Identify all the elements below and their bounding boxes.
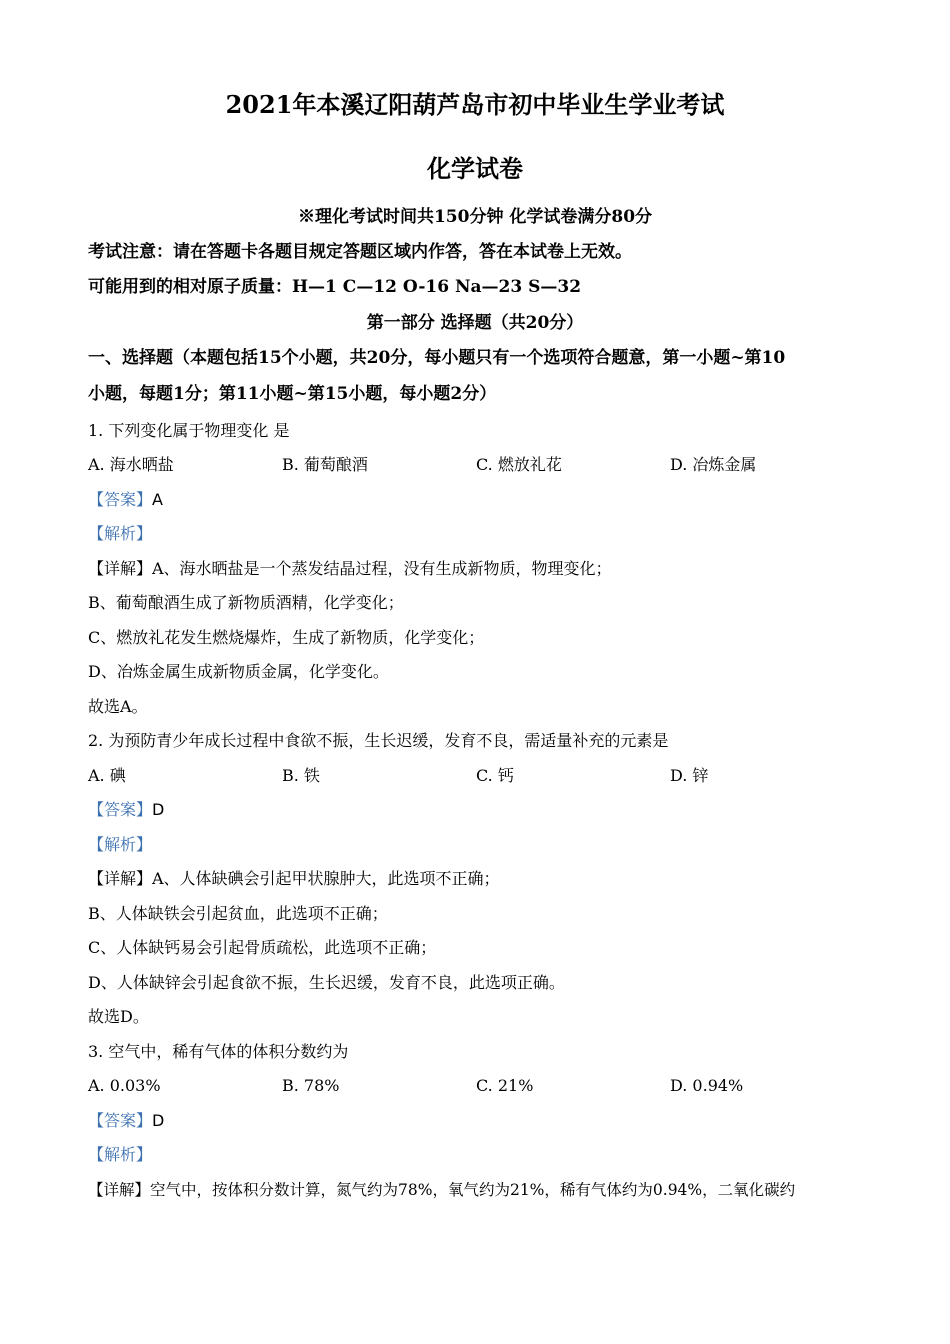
question-2-option-c: C. 钙 [476,766,514,785]
question-3-detail-1: 【详解】空气中，按体积分数计算，氮气约为78%，氧气约为21%，稀有气体约为0.94%，二氧化碳约 [88,1181,796,1199]
question-1-detail-2: B、葡萄酿酒生成了新物质酒精，化学变化； [88,593,404,612]
section-instructions-line2: 小题，每题1分；第11小题~第15小题，每小题2分） [88,384,497,404]
answer-value: D [152,1111,165,1130]
question-1-option-b: B. 葡萄酿酒 [282,455,368,474]
question-3-stem: 3. 空气中，稀有气体的体积分数约为 [88,1042,349,1061]
atomic-mass-line: 可能用到的相对原子质量：H—1 C—12 O-16 Na—23 S—32 [88,277,582,297]
section-instructions-line1: 一、选择题（本题包括15个小题，共20分，每小题只有一个选项符合题意，第一小题~第10 [88,348,786,368]
part1-title: 第一部分 选择题（共20分） [366,313,584,333]
answer-tag: 【答案】 [88,490,153,509]
question-2-answer [88,800,164,820]
question-2-detail-1: 【详解】A、人体缺碘会引起甲状腺肿大，此选项不正确； [88,869,500,888]
question-1-analysis-tag: 【解析】 [88,524,153,543]
question-1-option-a: A. 海水晒盐 [88,455,174,474]
question-2-detail-3: C、人体缺钙易会引起骨质疏松，此选项不正确； [88,938,437,957]
question-1-detail-4: D、冶炼金属生成新物质金属，化学变化。 [88,662,389,681]
question-1-answer [88,490,163,510]
question-2-stem: 2. 为预防青少年成长过程中食欲不振，生长迟缓，发育不良，需适量补充的元素是 [88,731,669,750]
answer-tag: 【答案】 [88,800,153,819]
question-3-option-d: D. 0.94% [670,1076,744,1095]
question-1-stem: 1. 下列变化属于物理变化 是 [88,421,290,440]
question-1-option-c: C. 燃放礼花 [476,455,562,474]
question-3-option-c: C. 21% [476,1076,534,1095]
question-1-option-d: D. 冶炼金属 [670,455,757,474]
question-3-option-b: B. 78% [282,1076,340,1095]
exam-time-note: ※理化考试时间共150分钟 化学试卷满分80分 [297,207,653,227]
question-2-analysis-tag: 【解析】 [88,835,153,854]
question-2-option-d: D. 锌 [670,766,709,785]
question-1-detail-1: 【详解】A、海水晒盐是一个蒸发结晶过程，没有生成新物质，物理变化； [88,559,612,578]
question-2-detail-2: B、人体缺铁会引起贫血，此选项不正确； [88,904,388,923]
question-2-option-a: A. 碘 [88,766,126,785]
exam-subtitle: 化学试卷 [427,154,523,183]
answer-value: A [152,490,163,509]
question-3-answer [88,1111,164,1131]
question-2-detail-4: D、人体缺锌会引起食欲不振，生长迟缓，发育不良，此选项正确。 [88,973,565,992]
question-1-detail-3: C、燃放礼花发生燃烧爆炸，生成了新物质，化学变化； [88,628,485,647]
question-3-analysis-tag: 【解析】 [88,1145,153,1164]
exam-title: 2021年本溪辽阳葫芦岛市初中毕业生学业考试 [225,90,725,119]
answer-tag: 【答案】 [88,1111,153,1130]
question-2-option-b: B. 铁 [282,766,320,785]
question-3-option-a: A. 0.03% [88,1076,161,1095]
question-1-conclusion: 故选A。 [88,697,148,716]
answer-value: D [152,800,165,819]
question-2-conclusion: 故选D。 [88,1007,149,1026]
exam-attention: 考试注意：请在答题卡各题目规定答题区域内作答，答在本试卷上无效。 [88,242,632,262]
